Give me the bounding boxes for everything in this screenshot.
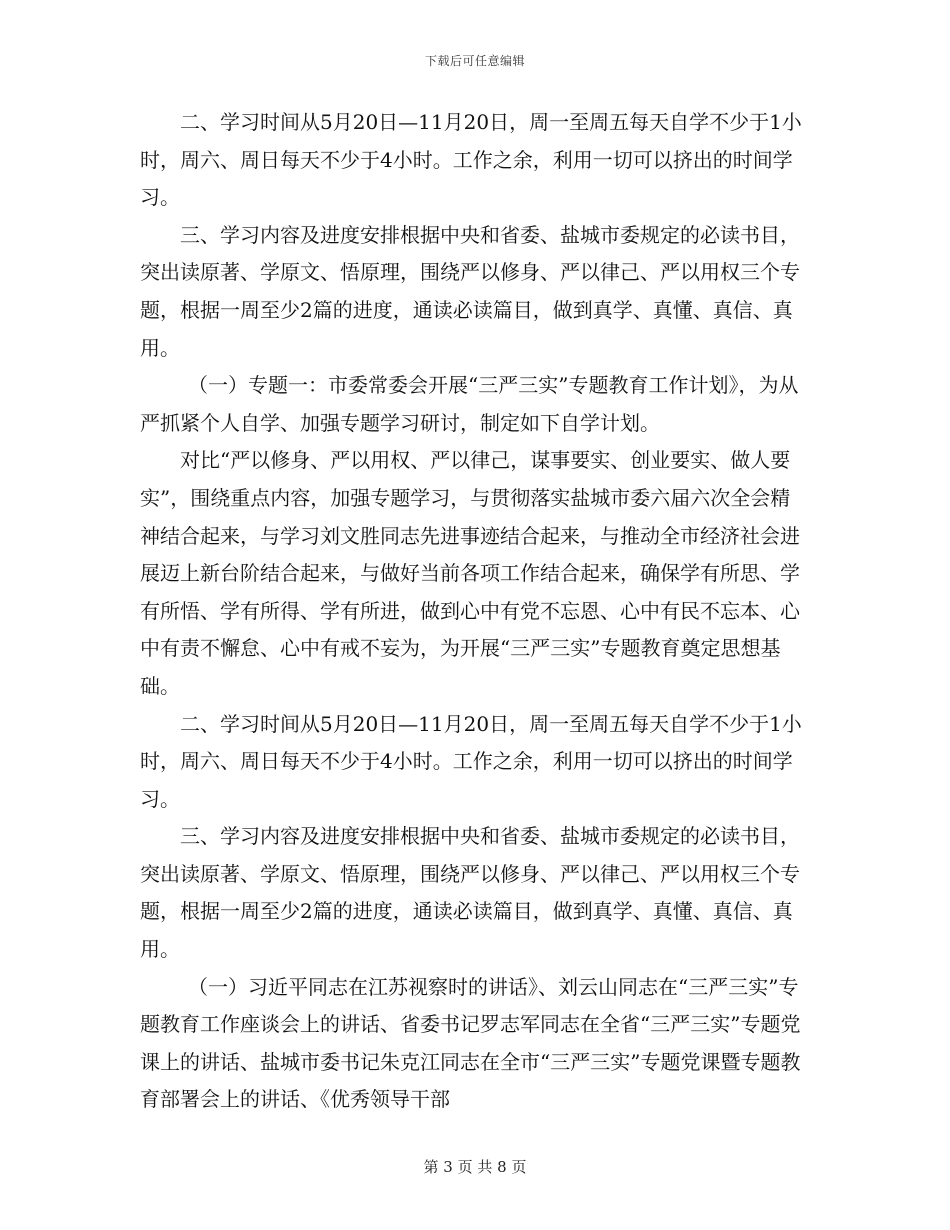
page-number: 第 3 页 共 8 页	[423, 1158, 527, 1176]
paragraph-study-time: 二、学习时间从5月20日—11月20日，周一至周五每天自学不少于1小时，周六、周日每天不少于4小时。工作之余，利用一切可以挤出的时间学习。	[140, 110, 802, 210]
document-body	[140, 104, 810, 1119]
page-header: 下载后可任意编辑	[424, 54, 525, 68]
paragraph-study-time-repeat: 二、学习时间从5月20日—11月20日，周一至周五每天自学不少于1小时，周六、周日每天不少于4小时。工作之余，利用一切可以挤出的时间学习。	[140, 711, 802, 811]
paragraph-study-content: 三、学习内容及进度安排根据中央和省委、盐城市委规定的必读书目，突出读原著、学原文、悟原理，围绕严以修身、严以律己、严以用权三个专题，根据一周至少2篇的进度，通读必读篇目，做到真学、真懂、真信、真用。	[140, 222, 800, 360]
paragraph-topic-one: （一）专题一：市委常委会开展“三严三实”专题教育工作计划》，为从严抓紧个人自学、加强专题学习研讨，制定如下自学计划。	[140, 373, 799, 435]
paragraph-comparison: 对比“严以修身、严以用权、严以律己，谋事要实、创业要实、做人要实”，围绕重点内容，加强专题学习，与贯彻落实盐城市委六届六次全会精神结合起来，与学习刘文胜同志先进事迹结合起来，与推动全市经济社会进展迈上新台阶结合起来，与做好当前各项工作结合起来，确保学有所思、学有所悟、学有所得、学有所进，做到心中有党不忘恩、心中有民不忘本、心中有责不懈怠、心中有戒不妄为，为开展“三严三实”专题教育奠定思想基础。	[140, 448, 800, 698]
paragraph-study-content-repeat: 三、学习内容及进度安排根据中央和省委、盐城市委规定的必读书目，突出读原著、学原文、悟原理，围绕严以修身、严以律己、严以用权三个专题，根据一周至少2篇的进度，通读必读篇目，做到真学、真懂、真信、真用。	[140, 824, 800, 962]
paragraph-reading-list: （一）习近平同志在江苏视察时的讲话》、刘云山同志在“三严三实”专题教育工作座谈会上的讲话、省委书记罗志军同志在全省“三严三实”专题党课上的讲话、盐城市委书记朱克江同志在全市“三严三实”专题党课暨专题教育部署会上的讲话、《优秀领导干部	[140, 974, 801, 1112]
